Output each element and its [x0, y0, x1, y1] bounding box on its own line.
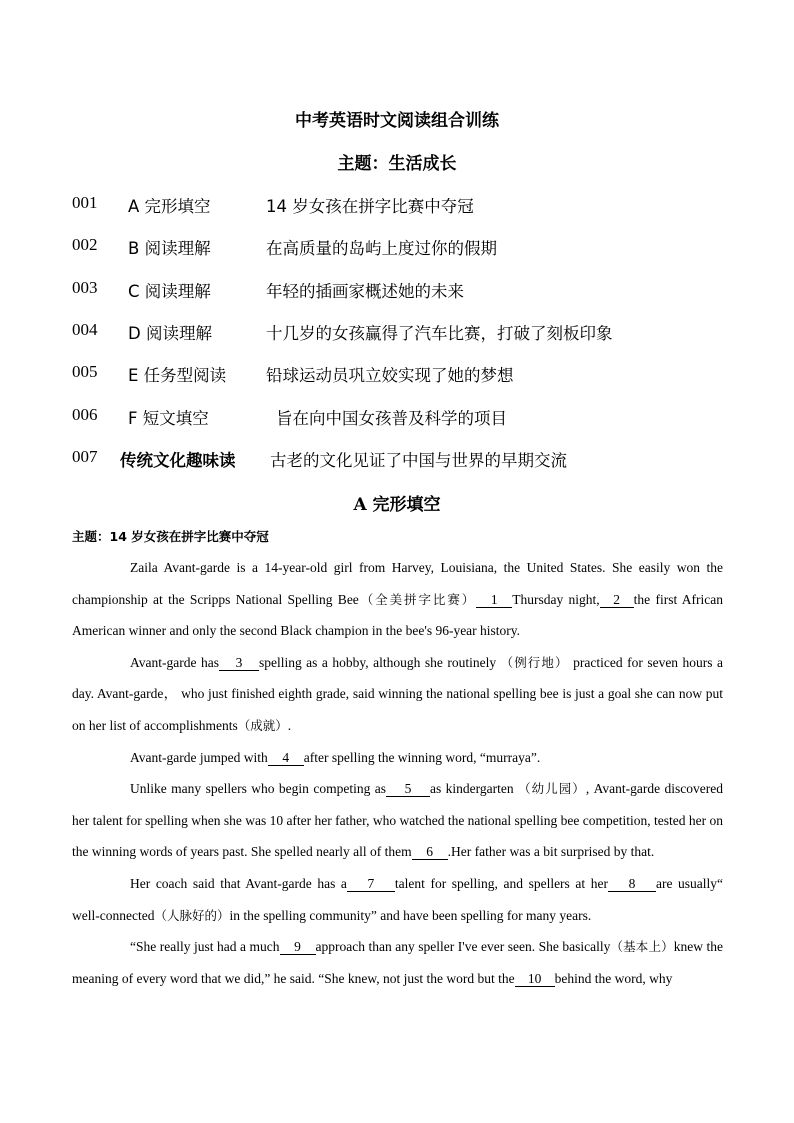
- toc-section: A 完形填空: [128, 197, 211, 216]
- section-heading: A 完形填空: [353, 495, 441, 515]
- chinese-gloss: （全美拼字比赛）: [358, 591, 477, 607]
- chinese-gloss: （幼儿园）: [518, 781, 586, 797]
- toc-number: 004: [72, 320, 98, 339]
- passage-text: Avant-garde jumped with: [130, 749, 268, 765]
- chinese-gloss: （基本上）: [610, 939, 674, 955]
- main-title: 中考英语时文阅读组合训练: [295, 111, 499, 131]
- blank-6: 6: [412, 845, 448, 860]
- blank-1: 1: [476, 593, 512, 608]
- theme-title: 主题：生活成长: [337, 154, 457, 174]
- section-subtitle: 主题：14 岁女孩在拼字比赛中夺冠: [72, 529, 269, 544]
- toc-number: 007: [72, 447, 98, 466]
- toc-section: 传统文化趣味读: [120, 451, 236, 470]
- passage-text: .Her father was a bit surprised by that.: [447, 844, 655, 860]
- passage-text: .: [287, 717, 292, 733]
- toc-section: F 短文填空: [128, 409, 209, 428]
- toc-number: 005: [72, 362, 98, 381]
- chinese-gloss: （成就）: [237, 717, 288, 733]
- passage-text: the first African American winner and only the second Black champion in the bee's 96-year history.: [72, 591, 723, 639]
- paragraph: [72, 931, 723, 994]
- passage-text: as kindergarten: [430, 781, 514, 797]
- blank-9: 9: [280, 940, 316, 955]
- passage-text: Avant-garde has: [130, 654, 219, 670]
- chinese-gloss: （例行地）: [500, 654, 569, 670]
- passage-text: approach than any speller I've ever seen. She basically: [315, 939, 611, 955]
- passage-text: knew the meaning of every word that we did,” he said. “She knew, not just the word but the: [72, 939, 723, 986]
- blank-7: 7: [347, 877, 395, 892]
- paragraph: [72, 552, 723, 647]
- passage-text: Unlike many spellers who begin competing as: [130, 781, 386, 797]
- toc-topic: 古老的文化见证了中国与世界的早期交流: [270, 451, 567, 470]
- toc-section: C 阅读理解: [128, 282, 211, 301]
- blank-2: 2: [600, 593, 634, 608]
- passage-text: after spelling the winning word, “murraya”.: [303, 749, 541, 765]
- passage-text: spelling as a hobby, although she routinely: [258, 654, 497, 670]
- toc-topic: 14 岁女孩在拼字比赛中夺冠: [266, 197, 474, 216]
- toc-topic: 年轻的插画家概述她的未来: [266, 282, 464, 301]
- toc-number: 006: [72, 405, 98, 424]
- blank-3: 3: [219, 656, 259, 671]
- toc-topic: 十几岁的女孩赢得了汽车比赛，打破了刻板印象: [266, 324, 613, 343]
- passage-text: practiced for seven hours a day. Avant-garde， who just finished eighth grade, said winning the national spelling bee is just a goal she can now put on her list of accomplishments: [72, 654, 724, 733]
- toc-section: E 任务型阅读: [128, 366, 227, 385]
- toc-topic: 铅球运动员巩立姣实现了她的梦想: [266, 366, 514, 385]
- blank-8: 8: [608, 877, 656, 892]
- passage-text: , Avant-garde discovered her talent for spelling when she was 10 after her father, who watched the national spelling bee competition, tested her on the winning words of years past. She spelled nearly all of them: [72, 781, 724, 860]
- toc-section: B 阅读理解: [128, 239, 211, 258]
- toc-topic: 旨在向中国女孩普及科学的项目: [276, 409, 507, 428]
- toc-number: 003: [72, 278, 98, 297]
- passage-text: Zaila Avant-garde is a 14-year-old girl from Harvey, Louisiana, the United States. She easily won the championship at the Scripps National Spelling Bee: [72, 560, 723, 607]
- paragraph: [72, 868, 723, 931]
- passage-text: Thursday night,: [512, 591, 600, 607]
- toc-number: 002: [72, 235, 98, 254]
- toc-number: 001: [72, 193, 98, 212]
- blank-5: 5: [386, 782, 430, 797]
- passage-text: talent for spelling, and spellers at her: [394, 875, 608, 891]
- blank-4: 4: [268, 751, 304, 766]
- blank-10: 10: [515, 972, 555, 987]
- passage-text: Her coach said that Avant-garde has a: [130, 875, 347, 891]
- paragraph: [72, 773, 723, 868]
- passage-text: behind the word, why: [554, 970, 673, 986]
- toc-section: D 阅读理解: [128, 324, 212, 343]
- passage-text: in the spelling community” and have been spelling for many years.: [229, 907, 592, 923]
- cloze-passage: [72, 552, 723, 994]
- paragraph: [72, 647, 723, 742]
- paragraph: [72, 742, 723, 774]
- toc-topic: 在高质量的岛屿上度过你的假期: [266, 239, 497, 258]
- passage-text: are usually“ well-connected: [72, 875, 724, 923]
- chinese-gloss: （人脉好的）: [154, 907, 230, 923]
- passage-text: “She really just had a much: [130, 939, 280, 955]
